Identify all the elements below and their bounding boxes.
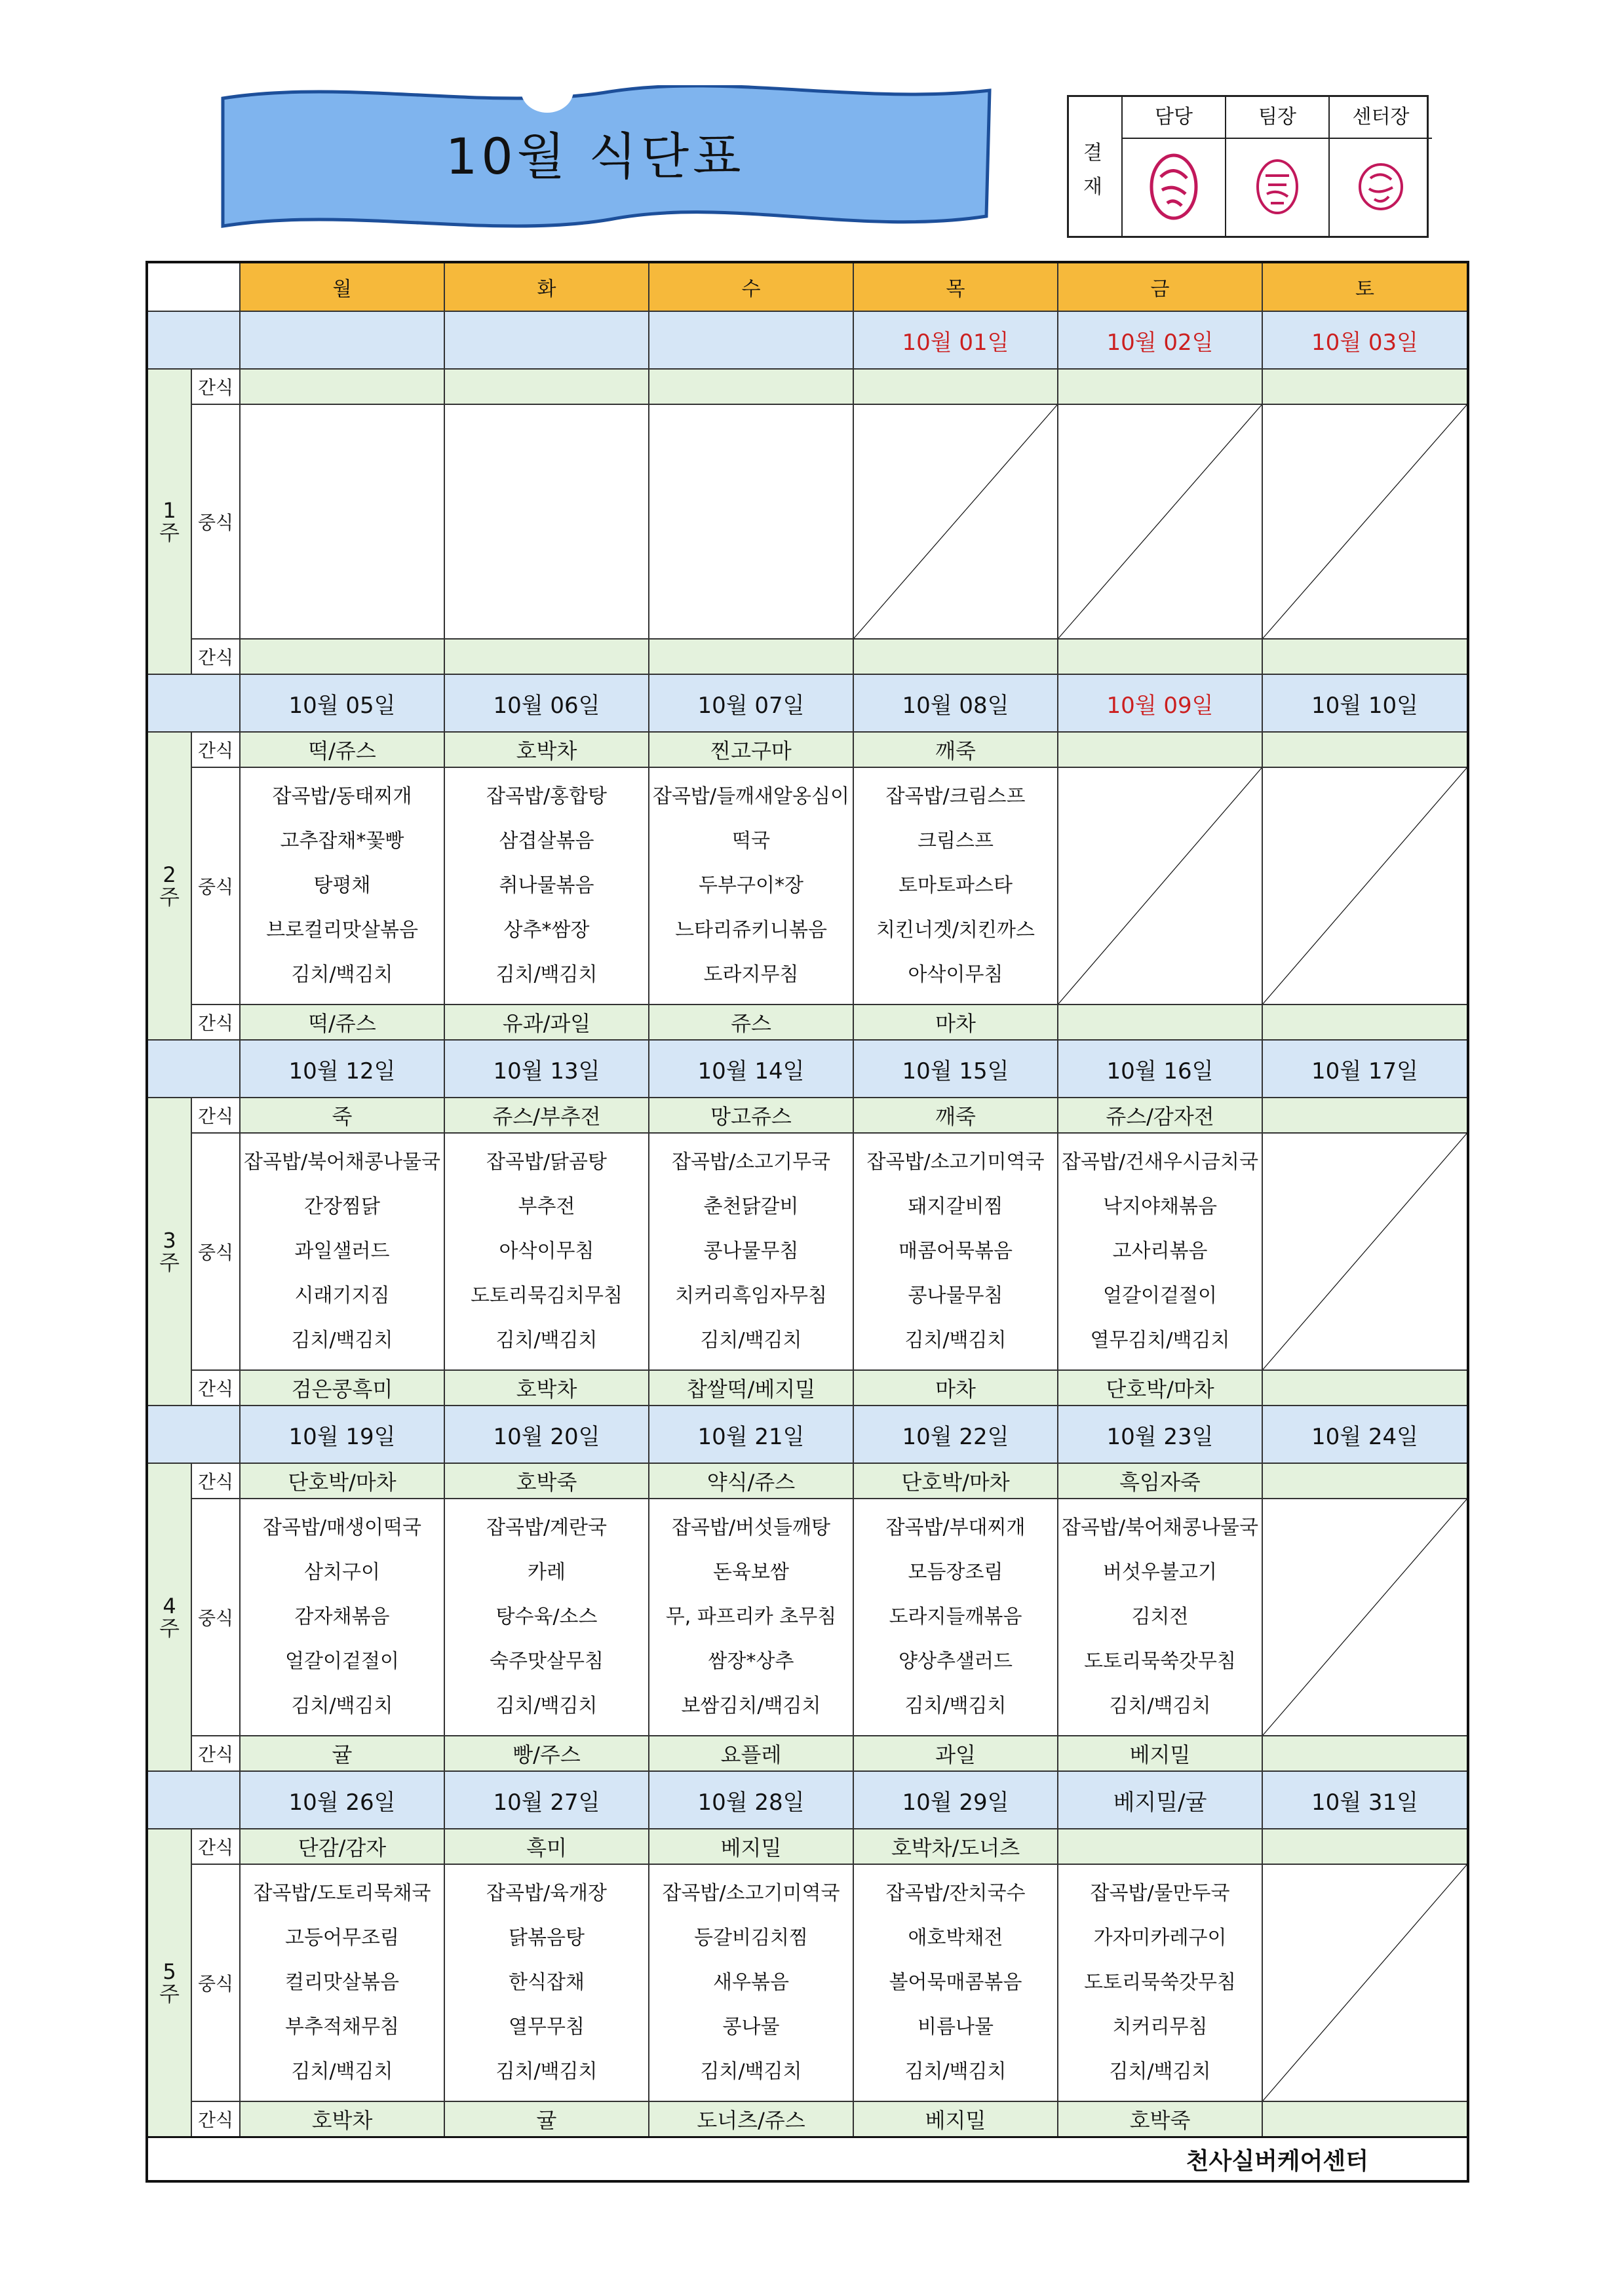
- date-cell: 10월 29일: [853, 1771, 1058, 1829]
- no-service-cell: [1262, 404, 1468, 639]
- seal-stamp-icon: [1355, 151, 1407, 223]
- snack-cell: [649, 369, 853, 404]
- date-cell: 10월 31일: [1262, 1771, 1468, 1829]
- menu-item: 부추적채무침: [285, 2016, 399, 2038]
- menu-item: 모듬장조림: [908, 1561, 1003, 1584]
- diagonal-slash-icon: [854, 405, 1057, 638]
- snack-cell: 쥬스/부추전: [444, 1098, 649, 1133]
- snack-row-am: [147, 1463, 1468, 1499]
- menu-item: 잡곡밥/북어채콩나물국: [244, 1151, 440, 1174]
- date-row: [147, 1040, 1468, 1098]
- snack-label: 간식: [191, 1736, 240, 1771]
- menu-item: 김치/백김치: [700, 1329, 802, 1352]
- snack-label: 간식: [191, 2101, 240, 2137]
- lunch-label: 중식: [191, 1864, 240, 2101]
- menu-item: 잡곡밥/소고기무국: [672, 1151, 830, 1174]
- snack-row-am: [147, 732, 1468, 767]
- week-label: 3 주: [147, 1098, 191, 1406]
- no-service-cell: [1262, 1864, 1468, 2101]
- snack-cell: [1262, 639, 1468, 674]
- date-row-label: [147, 1406, 240, 1463]
- menu-item: 돼지갈비찜: [908, 1195, 1003, 1218]
- approval-label: 결 재: [1069, 97, 1123, 236]
- menu-item: 무, 파프리카 초무침: [665, 1605, 837, 1628]
- snack-row-am: [147, 1829, 1468, 1864]
- approval-col-manager: [1123, 97, 1226, 236]
- snack-row-pm: [147, 639, 1468, 674]
- menu-item: 콩나물무침: [908, 1284, 1003, 1307]
- snack-cell: 귤: [240, 1736, 444, 1771]
- snack-cell: 약식/쥬스: [649, 1463, 853, 1499]
- snack-row-am: [147, 369, 1468, 404]
- lunch-row: [147, 404, 1468, 639]
- menu-item: 브로컬리맛살볶음: [266, 919, 418, 942]
- snack-row-pm: [147, 2101, 1468, 2137]
- snack-cell: 떡/쥬스: [240, 1004, 444, 1040]
- menu-item: 잡곡밥/부대찌개: [885, 1516, 1026, 1539]
- menu-item: 보쌈김치/백김치: [681, 1694, 821, 1717]
- no-service-cell: [1262, 767, 1468, 1004]
- snack-cell: 호박차: [240, 2101, 444, 2137]
- day-header-tue: 화: [444, 262, 649, 311]
- lunch-cell: [649, 404, 853, 639]
- no-service-cell: [1058, 767, 1262, 1004]
- snack-row-pm: [147, 1736, 1468, 1771]
- menu-item: 두부구이*장: [699, 874, 803, 897]
- snack-cell: 단호박/마차: [853, 1463, 1058, 1499]
- snack-cell: [1262, 1370, 1468, 1406]
- snack-cell: 흑임자죽: [1058, 1463, 1262, 1499]
- menu-item: 간장찜닭: [304, 1195, 380, 1218]
- menu-item: 떡국: [732, 830, 770, 852]
- date-cell: [649, 311, 853, 369]
- date-row-label: [147, 1771, 240, 1829]
- menu-item: 잡곡밥/크림스프: [885, 785, 1026, 808]
- date-cell: 10월 02일: [1058, 311, 1262, 369]
- menu-item: 잡곡밥/버섯들깨탕: [672, 1516, 830, 1539]
- menu-item: 탕평채: [313, 874, 371, 897]
- menu-item: 도라지무침: [703, 963, 799, 986]
- menu-item: 상추*쌈장: [503, 919, 590, 942]
- lunch-cell: [240, 1133, 444, 1370]
- menu-item: 치커리흑임자무침: [675, 1284, 827, 1307]
- menu-item: 치커리무침: [1112, 2016, 1208, 2038]
- snack-cell: 흑미: [444, 1829, 649, 1864]
- date-cell: 10월 17일: [1262, 1040, 1468, 1098]
- menu-item: 고등어무조림: [285, 1926, 399, 1949]
- menu-item: 삼치구이: [304, 1561, 380, 1584]
- menu-item: 양상추샐러드: [899, 1650, 1013, 1673]
- date-cell: 10월 10일: [1262, 674, 1468, 732]
- snack-cell: [853, 639, 1058, 674]
- lunch-cell: [853, 1133, 1058, 1370]
- menu-item: 고사리볶음: [1112, 1240, 1208, 1263]
- week-label: 1 주: [147, 369, 191, 674]
- snack-label: 간식: [191, 1098, 240, 1133]
- snack-cell: [1058, 639, 1262, 674]
- no-service-cell: [1058, 404, 1262, 639]
- menu-item: 감자채볶음: [294, 1605, 390, 1628]
- week-label: 4 주: [147, 1463, 191, 1771]
- diagonal-slash-icon: [1263, 768, 1467, 1004]
- date-cell: 10월 01일: [853, 311, 1058, 369]
- menu-item: 김치/백김치: [291, 1694, 393, 1717]
- date-cell: 10월 20일: [444, 1406, 649, 1463]
- date-cell: 10월 15일: [853, 1040, 1058, 1098]
- menu-item: 잡곡밥/북어채콩나물국: [1062, 1516, 1258, 1539]
- lunch-cell: [853, 1499, 1058, 1736]
- menu-item: 잡곡밥/계란국: [486, 1516, 607, 1539]
- snack-row-pm: [147, 1004, 1468, 1040]
- menu-item: 김치/백김치: [495, 1329, 598, 1352]
- menu-item: 탕수육/소스: [495, 1605, 598, 1628]
- day-header-thu: 목: [853, 262, 1058, 311]
- day-header-sat: 토: [1262, 262, 1468, 311]
- lunch-cell: [649, 1499, 853, 1736]
- snack-cell: 단감/감자: [240, 1829, 444, 1864]
- menu-item: 김치/백김치: [904, 1694, 1007, 1717]
- menu-item: 도토리묵김치무침: [471, 1284, 623, 1307]
- menu-item: 도토리묵쑥갓무침: [1084, 1650, 1236, 1673]
- snack-cell: 빵/주스: [444, 1736, 649, 1771]
- week-label: 5 주: [147, 1829, 191, 2137]
- diagonal-slash-icon: [1058, 768, 1262, 1004]
- date-row: [147, 674, 1468, 732]
- snack-cell: [240, 369, 444, 404]
- snack-cell: 베지밀: [853, 2101, 1058, 2137]
- snack-cell: [1262, 2101, 1468, 2137]
- date-cell: 10월 09일: [1058, 674, 1262, 732]
- snack-cell: 호박차/도너츠: [853, 1829, 1058, 1864]
- snack-cell: 단호박/마차: [240, 1463, 444, 1499]
- menu-item: 돈육보쌈: [713, 1561, 789, 1584]
- menu-item: 잡곡밥/홍합탕: [486, 785, 607, 808]
- menu-item: 애호박채전: [908, 1926, 1003, 1949]
- diagonal-slash-icon: [1263, 1865, 1467, 2101]
- menu-item: 김치/백김치: [904, 2060, 1007, 2083]
- lunch-label: 중식: [191, 1499, 240, 1736]
- menu-table: [145, 261, 1469, 2183]
- lunch-cell: [240, 767, 444, 1004]
- date-cell: 10월 03일: [1262, 311, 1468, 369]
- snack-cell: 귤: [444, 2101, 649, 2137]
- role-director: 센터장: [1330, 97, 1432, 139]
- snack-cell: 호박차: [444, 732, 649, 767]
- menu-item: 김치/백김치: [495, 963, 598, 986]
- lunch-cell: [649, 1864, 853, 2101]
- menu-item: 아삭이무침: [499, 1240, 594, 1263]
- lunch-cell: [853, 767, 1058, 1004]
- menu-item: 비름나물: [918, 2016, 994, 2038]
- menu-item: 컬리맛살볶음: [285, 1971, 399, 1994]
- role-manager: 담당: [1123, 97, 1225, 139]
- date-cell: 10월 23일: [1058, 1406, 1262, 1463]
- lunch-cell: [444, 1499, 649, 1736]
- menu-item: 잡곡밥/물만두국: [1090, 1882, 1230, 1905]
- menu-item: 삼겹살볶음: [499, 830, 594, 852]
- menu-item: 잡곡밥/육개장: [486, 1882, 607, 1905]
- menu-item: 김치/백김치: [1109, 1694, 1211, 1717]
- menu-item: 버섯우불고기: [1103, 1561, 1217, 1584]
- snack-label: 간식: [191, 732, 240, 767]
- header-corner: [147, 262, 240, 311]
- menu-item: 아삭이무침: [908, 963, 1003, 986]
- menu-item: 도토리묵쑥갓무침: [1084, 1971, 1236, 1994]
- menu-item: 김치전: [1131, 1605, 1189, 1628]
- lunch-cell: [444, 767, 649, 1004]
- page-title: 10월 식단표: [446, 127, 745, 185]
- snack-cell: 깨죽: [853, 1098, 1058, 1133]
- menu-item: 콩나물: [722, 2016, 780, 2038]
- date-cell: 10월 07일: [649, 674, 853, 732]
- snack-cell: [1058, 1829, 1262, 1864]
- menu-item: 김치/백김치: [291, 2060, 393, 2083]
- date-row: [147, 1406, 1468, 1463]
- lunch-cell: [444, 1133, 649, 1370]
- snack-cell: 호박죽: [444, 1463, 649, 1499]
- header-row: [147, 262, 1468, 311]
- center-name: 천사실버케어센터: [147, 2137, 1468, 2182]
- date-cell: 10월 27일: [444, 1771, 649, 1829]
- footer-row: [147, 2137, 1468, 2182]
- menu-item: 김치/백김치: [700, 2060, 802, 2083]
- snack-cell: 마차: [853, 1370, 1058, 1406]
- menu-item: 잡곡밥/잔치국수: [885, 1882, 1026, 1905]
- menu-item: 카레: [528, 1561, 566, 1584]
- date-cell: 10월 05일: [240, 674, 444, 732]
- snack-cell: [649, 639, 853, 674]
- menu-item: 김치/백김치: [495, 2060, 598, 2083]
- snack-cell: 베지밀: [649, 1829, 853, 1864]
- date-row: [147, 311, 1468, 369]
- lunch-cell: [240, 1864, 444, 2101]
- menu-item: 토마토파스타: [899, 874, 1013, 897]
- menu-item: 등갈비김치찜: [694, 1926, 808, 1949]
- lunch-cell: [240, 404, 444, 639]
- date-cell: [240, 311, 444, 369]
- snack-cell: [1262, 369, 1468, 404]
- menu-item: 잡곡밥/건새우시금치국: [1062, 1151, 1258, 1174]
- menu-item: 춘천닭갈비: [703, 1195, 799, 1218]
- lunch-label: 중식: [191, 404, 240, 639]
- snack-cell: [1262, 732, 1468, 767]
- approval-col-team-lead: [1226, 97, 1330, 236]
- lunch-cell: [853, 1864, 1058, 2101]
- approval-box: [1067, 95, 1429, 238]
- snack-cell: 찐고구마: [649, 732, 853, 767]
- menu-item: 쌈장*상추: [708, 1650, 794, 1673]
- menu-item: 볼어묵매콤볶음: [889, 1971, 1022, 1994]
- date-cell: 10월 21일: [649, 1406, 853, 1463]
- date-row: [147, 1771, 1468, 1829]
- no-service-cell: [853, 404, 1058, 639]
- day-header-mon: 월: [240, 262, 444, 311]
- snack-cell: 도너츠/쥬스: [649, 2101, 853, 2137]
- menu-item: 닭볶음탕: [509, 1926, 585, 1949]
- date-cell: 10월 26일: [240, 1771, 444, 1829]
- lunch-cell: [649, 1133, 853, 1370]
- date-row-label: [147, 674, 240, 732]
- date-cell: 10월 24일: [1262, 1406, 1468, 1463]
- date-row-label: [147, 1040, 240, 1098]
- snack-cell: 단호박/마차: [1058, 1370, 1262, 1406]
- menu-item: 부추전: [518, 1195, 575, 1218]
- seal-stamp-icon: [1251, 151, 1304, 223]
- date-row-label: [147, 311, 240, 369]
- date-cell: 10월 22일: [853, 1406, 1058, 1463]
- menu-item: 숙주맛살무침: [490, 1650, 604, 1673]
- menu-item: 김치/백김치: [495, 1694, 598, 1717]
- snack-cell: 쥬스: [649, 1004, 853, 1040]
- diagonal-slash-icon: [1058, 405, 1262, 638]
- snack-cell: 떡/쥬스: [240, 732, 444, 767]
- binder-hole-icon: [518, 64, 577, 117]
- date-cell: 10월 28일: [649, 1771, 853, 1829]
- no-service-cell: [1262, 1499, 1468, 1736]
- snack-cell: [1262, 1004, 1468, 1040]
- snack-cell: [1262, 1098, 1468, 1133]
- lunch-cell: [240, 1499, 444, 1736]
- menu-item: 낙지야채볶음: [1103, 1195, 1217, 1218]
- menu-item: 취나물볶음: [499, 874, 594, 897]
- lunch-row: [147, 767, 1468, 1004]
- snack-cell: [1262, 1736, 1468, 1771]
- menu-item: 김치/백김치: [1109, 2060, 1211, 2083]
- snack-cell: 죽: [240, 1098, 444, 1133]
- diagonal-slash-icon: [1263, 1134, 1467, 1369]
- menu-item: 잡곡밥/닭곰탕: [486, 1151, 607, 1174]
- menu-item: 잡곡밥/소고기미역국: [662, 1882, 840, 1905]
- lunch-cell: [444, 404, 649, 639]
- lunch-cell: [1058, 1864, 1262, 2101]
- snack-label: 간식: [191, 369, 240, 404]
- snack-cell: [853, 369, 1058, 404]
- menu-item: 열무김치/백김치: [1090, 1329, 1230, 1352]
- menu-item: 잡곡밥/매생이떡국: [263, 1516, 421, 1539]
- snack-cell: [1262, 1829, 1468, 1864]
- menu-item: 매콤어묵볶음: [899, 1240, 1013, 1263]
- menu-item: 과일샐러드: [294, 1240, 390, 1263]
- snack-cell: [444, 369, 649, 404]
- snack-cell: [444, 639, 649, 674]
- snack-cell: 요플레: [649, 1736, 853, 1771]
- snack-label: 간식: [191, 1829, 240, 1864]
- snack-cell: [1262, 1463, 1468, 1499]
- date-cell: [444, 311, 649, 369]
- date-cell: 10월 06일: [444, 674, 649, 732]
- lunch-label: 중식: [191, 767, 240, 1004]
- week-label: 2 주: [147, 732, 191, 1040]
- snack-cell: 호박차: [444, 1370, 649, 1406]
- date-cell: 10월 19일: [240, 1406, 444, 1463]
- menu-item: 얼갈이겉절이: [1103, 1284, 1217, 1307]
- snack-label: 간식: [191, 1370, 240, 1406]
- snack-cell: 유과/과일: [444, 1004, 649, 1040]
- snack-cell: [240, 639, 444, 674]
- menu-item: 크림스프: [918, 830, 994, 852]
- menu-item: 도라지들깨볶음: [889, 1605, 1022, 1628]
- menu-item: 잡곡밥/소고기미역국: [866, 1151, 1045, 1174]
- day-header-fri: 금: [1058, 262, 1262, 311]
- approval-col-director: [1330, 97, 1432, 236]
- menu-item: 김치/백김치: [291, 1329, 393, 1352]
- menu-item: 얼갈이겉절이: [285, 1650, 399, 1673]
- menu-item: 느타리쥬키니볶음: [675, 919, 827, 942]
- menu-item: 새우볶음: [713, 1971, 789, 1994]
- snack-cell: 찹쌀떡/베지밀: [649, 1370, 853, 1406]
- menu-item: 김치/백김치: [904, 1329, 1007, 1352]
- menu-item: 김치/백김치: [291, 963, 393, 986]
- snack-row-pm: [147, 1370, 1468, 1406]
- snack-cell: 과일: [853, 1736, 1058, 1771]
- menu-item: 치킨너겟/치킨까스: [876, 919, 1035, 942]
- date-cell: 10월 13일: [444, 1040, 649, 1098]
- lunch-cell: [1058, 1133, 1262, 1370]
- date-cell: 10월 08일: [853, 674, 1058, 732]
- snack-cell: 깨죽: [853, 732, 1058, 767]
- diagonal-slash-icon: [1263, 405, 1467, 638]
- snack-cell: 검은콩흑미: [240, 1370, 444, 1406]
- snack-cell: 쥬스/감자전: [1058, 1098, 1262, 1133]
- snack-label: 간식: [191, 1004, 240, 1040]
- no-service-cell: [1262, 1133, 1468, 1370]
- menu-item: 잡곡밥/동태찌개: [272, 785, 412, 808]
- menu-item: 열무무침: [509, 2016, 585, 2038]
- date-cell: 10월 12일: [240, 1040, 444, 1098]
- lunch-label: 중식: [191, 1133, 240, 1370]
- lunch-cell: [444, 1864, 649, 2101]
- snack-cell: [1058, 732, 1262, 767]
- menu-item: 시래기지짐: [294, 1284, 390, 1307]
- snack-cell: 마차: [853, 1004, 1058, 1040]
- snack-cell: [1058, 369, 1262, 404]
- menu-item: 잡곡밥/도토리묵채국: [253, 1882, 431, 1905]
- date-cell: 10월 14일: [649, 1040, 853, 1098]
- snack-label: 간식: [191, 1463, 240, 1499]
- lunch-row: [147, 1133, 1468, 1370]
- snack-cell: 망고쥬스: [649, 1098, 853, 1133]
- menu-item: 잡곡밥/들깨새알옹심이: [653, 785, 849, 808]
- seal-stamp-icon: [1148, 151, 1200, 223]
- role-team-lead: 팀장: [1226, 97, 1328, 139]
- snack-cell: 호박죽: [1058, 2101, 1262, 2137]
- day-header-wed: 수: [649, 262, 853, 311]
- diagonal-slash-icon: [1263, 1499, 1467, 1735]
- date-cell: 베지밀/귤: [1058, 1771, 1262, 1829]
- lunch-cell: [649, 767, 853, 1004]
- lunch-row: [147, 1864, 1468, 2101]
- snack-cell: 베지밀: [1058, 1736, 1262, 1771]
- lunch-cell: [1058, 1499, 1262, 1736]
- snack-row-am: [147, 1098, 1468, 1133]
- snack-cell: [1058, 1004, 1262, 1040]
- date-cell: 10월 16일: [1058, 1040, 1262, 1098]
- snack-label: 간식: [191, 639, 240, 674]
- menu-item: 고추잡채*꽃빵: [280, 830, 404, 852]
- menu-item: 콩나물무침: [703, 1240, 799, 1263]
- lunch-row: [147, 1499, 1468, 1736]
- menu-item: 한식잡채: [509, 1971, 585, 1994]
- menu-item: 가자미카레구이: [1093, 1926, 1227, 1949]
